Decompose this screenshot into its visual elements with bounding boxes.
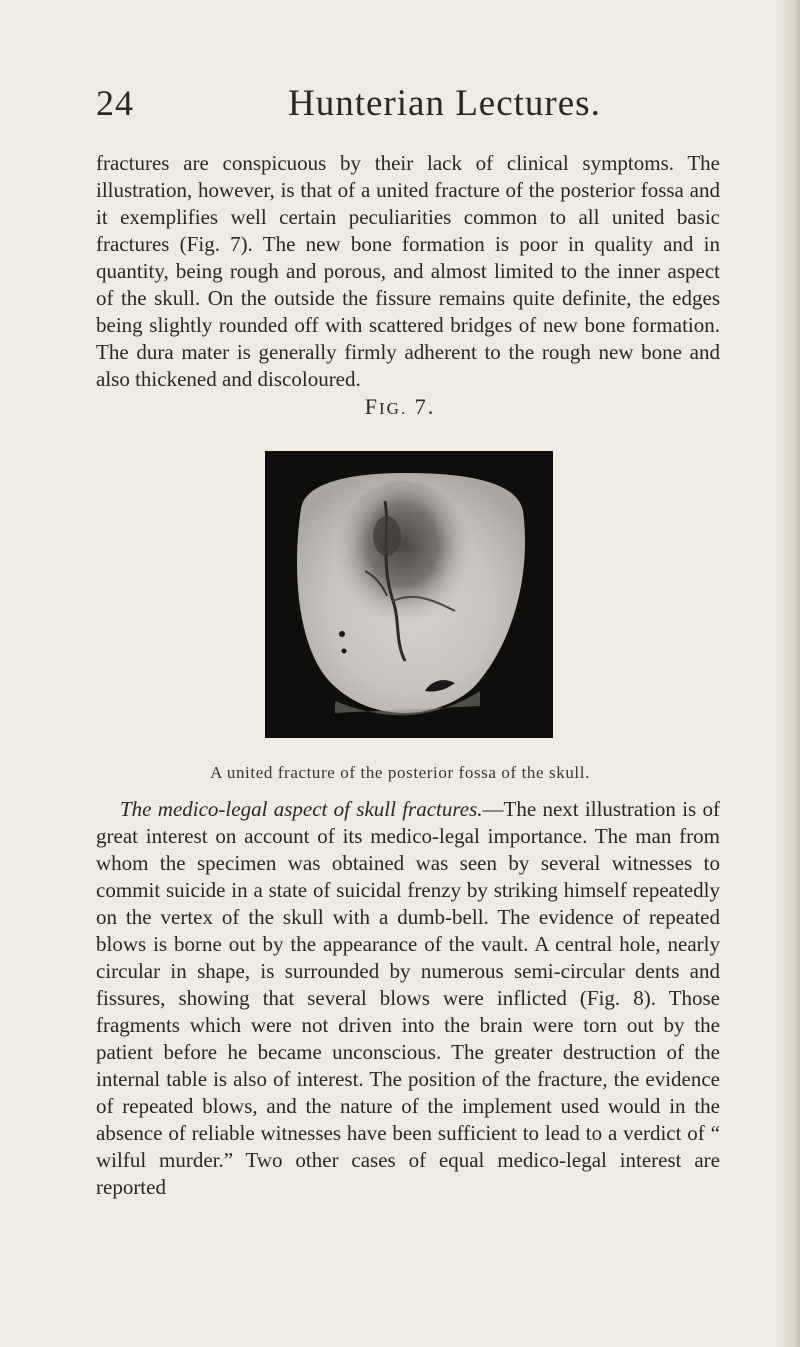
page-number: 24 [96,83,134,123]
paragraph-medico-legal [96,796,720,1201]
paragraph-fractures: fractures are conspicuous by their lack of clinical symptoms. The illustration, however, is that of a united fracture of the posterior fossa and it exemplifies well certain peculiarities common to all united basic fractures (Fig. 7). The new bone formation is poor in quality and in quantity, being rough and porous, and almost limited to the inner aspect of the skull. On the outside the fissure remains quite definite, the edges being slightly rounded off with scattered bridges of new bone formation. The dura mater is generally firmly adherent to the rough new bone and also thickened and discoloured. [96,151,720,391]
skull-photo-plate [265,451,553,738]
page-edge-shadow [774,0,800,1347]
skull-fracture-photograph [265,451,553,738]
figure-label [0,394,800,420]
bone-spot-2 [342,649,347,654]
section-title: The medico-legal aspect of skull fractures. [120,797,483,821]
figure-label-rest: IG. [379,399,408,418]
page-header [0,80,800,140]
running-head: Hunterian Lectures. [288,83,601,124]
figure-caption: A united fracture of the posterior fossa of the skull. [210,763,590,782]
paragraph-medico-legal-body: —The next illustration is of great interest on account of its medico-legal importance. The man from whom the specimen was obtained was seen by several witnesses to commit suicide in a state of suicidal frenzy by striking himself repeatedly on the vertex of the skull with a dumb-bell. The evidence of repeated blows is borne out by the appearance of the vault. A central hole, nearly circular in shape, is surrounded by numerous semi-circular dents and fissures, showing that several blows were inflicted (Fig. 8). Those fragments which were not driven into the brain were torn out by the patient before he became unconscious. The greater destruction of the internal table is also of interest. The position of the fracture, the evidence of repeated blows, and the nature of the implement used would in the absence of reliable witnesses have been sufficient to lead to a verdict of “ wilful murder.” Two other cases of equal medico-legal interest are reported [96,797,720,1199]
bone-spot-1 [339,631,345,637]
figure-number: 7. [414,394,436,419]
fracture-dark-area [373,516,401,556]
posterior-fossa [333,481,473,641]
figure-label-initial: F [364,394,380,419]
